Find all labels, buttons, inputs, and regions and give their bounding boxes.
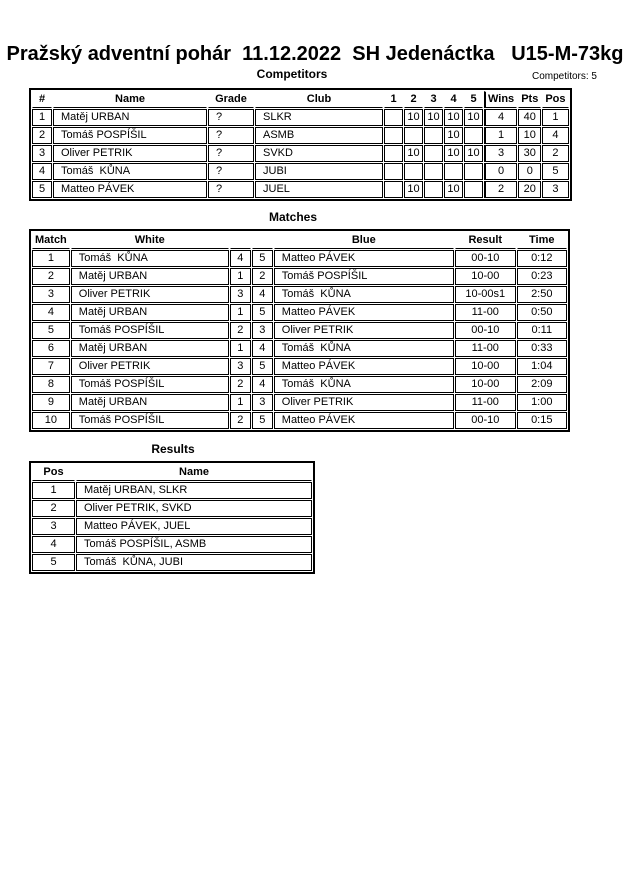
col-header-pos: Pos <box>32 464 75 481</box>
competitor-name: Oliver PETRIK <box>53 145 207 162</box>
score-vs-1 <box>384 109 403 126</box>
col-header-club: Club <box>255 91 383 108</box>
match-number: 10 <box>32 412 70 429</box>
white-name: Tomáš POSPÍŠIL <box>71 376 229 393</box>
white-competitor-num: 2 <box>230 412 251 429</box>
match-result: 10-00 <box>455 358 516 375</box>
table-row <box>32 163 569 180</box>
score-vs-4: 10 <box>444 145 463 162</box>
match-number: 6 <box>32 340 70 357</box>
competitor-pos: 4 <box>542 127 568 144</box>
result-pos: 1 <box>32 482 75 499</box>
competitor-club: JUBI <box>255 163 383 180</box>
competitors-count: Competitors: 5 <box>531 71 597 82</box>
table-row <box>32 127 569 144</box>
match-number: 5 <box>32 322 70 339</box>
page-title: Pražský adventní pohár 11.12.2022 SH Jedenáctka U15-M-73kg <box>6 43 624 65</box>
blue-name: Oliver PETRIK <box>274 394 454 411</box>
match-number: 8 <box>32 376 70 393</box>
col-header-number: # <box>32 91 52 108</box>
white-name: Tomáš POSPÍŠIL <box>71 322 229 339</box>
score-vs-4: 10 <box>444 109 463 126</box>
white-name: Matěj URBAN <box>71 268 229 285</box>
match-number: 7 <box>32 358 70 375</box>
table-row <box>32 394 567 411</box>
result-name: Tomáš KŮNA, JUBI <box>76 554 312 571</box>
white-competitor-num: 3 <box>230 358 251 375</box>
match-result: 10-00s1 <box>455 286 516 303</box>
white-name: Oliver PETRIK <box>71 286 229 303</box>
match-result: 10-00 <box>455 268 516 285</box>
col-header-result: Result <box>455 232 516 249</box>
match-number: 1 <box>32 250 70 267</box>
col-header-blue-num <box>252 232 273 249</box>
col-header-pos: Pos <box>542 91 568 108</box>
col-header-2: 2 <box>404 91 423 108</box>
table-row <box>32 181 569 198</box>
table-row <box>32 250 567 267</box>
competitor-grade: ? <box>208 181 254 198</box>
blue-competitor-num: 4 <box>252 340 273 357</box>
match-result: 00-10 <box>455 412 516 429</box>
match-time: 0:15 <box>517 412 567 429</box>
score-vs-4 <box>444 163 463 180</box>
score-vs-2: 10 <box>404 181 423 198</box>
match-time: 0:33 <box>517 340 567 357</box>
results-table <box>29 461 315 574</box>
white-competitor-num: 3 <box>230 286 251 303</box>
match-number: 2 <box>32 268 70 285</box>
table-row <box>32 322 567 339</box>
col-header-4: 4 <box>444 91 463 108</box>
blue-name: Matteo PÁVEK <box>274 358 454 375</box>
table-row <box>32 482 312 499</box>
competitor-grade: ? <box>208 127 254 144</box>
white-name: Tomáš POSPÍŠIL <box>71 412 229 429</box>
match-time: 2:09 <box>517 376 567 393</box>
table-row <box>32 268 567 285</box>
match-result: 10-00 <box>455 376 516 393</box>
blue-competitor-num: 5 <box>252 304 273 321</box>
table-row <box>32 500 312 517</box>
score-vs-2 <box>404 163 423 180</box>
white-competitor-num: 1 <box>230 340 251 357</box>
blue-competitor-num: 4 <box>252 376 273 393</box>
competitor-number: 4 <box>32 163 52 180</box>
match-time: 1:04 <box>517 358 567 375</box>
competitor-club: ASMB <box>255 127 383 144</box>
match-time: 1:00 <box>517 394 567 411</box>
blue-name: Tomáš KŮNA <box>274 286 454 303</box>
competitor-club: JUEL <box>255 181 383 198</box>
result-pos: 4 <box>32 536 75 553</box>
white-competitor-num: 1 <box>230 304 251 321</box>
col-header-wins: Wins <box>484 91 517 108</box>
score-vs-5: 10 <box>464 109 483 126</box>
blue-competitor-num: 2 <box>252 268 273 285</box>
score-vs-5: 10 <box>464 145 483 162</box>
score-vs-1 <box>384 145 403 162</box>
result-name: Tomáš POSPÍŠIL, ASMB <box>76 536 312 553</box>
competitors-header-row <box>32 91 569 108</box>
results-header-row <box>32 464 312 481</box>
result-name: Matteo PÁVEK, JUEL <box>76 518 312 535</box>
white-competitor-num: 4 <box>230 250 251 267</box>
score-vs-5 <box>464 181 483 198</box>
match-number: 4 <box>32 304 70 321</box>
blue-name: Matteo PÁVEK <box>274 304 454 321</box>
score-vs-2: 10 <box>404 145 423 162</box>
blue-name: Tomáš KŮNA <box>274 376 454 393</box>
result-name: Oliver PETRIK, SVKD <box>76 500 312 517</box>
table-row <box>32 286 567 303</box>
competitor-name: Tomáš POSPÍŠIL <box>53 127 207 144</box>
score-vs-3: 10 <box>424 109 443 126</box>
blue-name: Oliver PETRIK <box>274 322 454 339</box>
col-header-name: Name <box>53 91 207 108</box>
matches-section-label: Matches <box>268 210 318 224</box>
table-row <box>32 145 569 162</box>
competitor-pts: 10 <box>518 127 541 144</box>
col-header-white: White <box>71 232 229 249</box>
col-header-name: Name <box>76 464 312 481</box>
competitor-wins: 0 <box>484 163 517 180</box>
result-pos: 3 <box>32 518 75 535</box>
table-row <box>32 518 312 535</box>
score-vs-2: 10 <box>404 109 423 126</box>
match-result: 00-10 <box>455 250 516 267</box>
blue-name: Tomáš KŮNA <box>274 340 454 357</box>
score-vs-4: 10 <box>444 181 463 198</box>
blue-name: Matteo PÁVEK <box>274 412 454 429</box>
table-row <box>32 554 312 571</box>
blue-competitor-num: 3 <box>252 394 273 411</box>
score-vs-3 <box>424 127 443 144</box>
competitor-club: SVKD <box>255 145 383 162</box>
competitor-pts: 40 <box>518 109 541 126</box>
col-header-5: 5 <box>464 91 483 108</box>
competitor-grade: ? <box>208 109 254 126</box>
competitor-grade: ? <box>208 163 254 180</box>
match-time: 0:12 <box>517 250 567 267</box>
match-time: 0:50 <box>517 304 567 321</box>
col-header-3: 3 <box>424 91 443 108</box>
result-pos: 2 <box>32 500 75 517</box>
competitor-grade: ? <box>208 145 254 162</box>
competitor-pts: 20 <box>518 181 541 198</box>
competitor-wins: 2 <box>484 181 517 198</box>
competitor-pos: 5 <box>542 163 568 180</box>
match-result: 11-00 <box>455 340 516 357</box>
blue-name: Matteo PÁVEK <box>274 250 454 267</box>
competitor-pos: 2 <box>542 145 568 162</box>
score-vs-3 <box>424 163 443 180</box>
table-row <box>32 109 569 126</box>
competitors-section-label: Competitors <box>256 67 328 81</box>
col-header-grade: Grade <box>208 91 254 108</box>
white-name: Matěj URBAN <box>71 304 229 321</box>
match-result: 11-00 <box>455 304 516 321</box>
table-row <box>32 536 312 553</box>
table-row <box>32 376 567 393</box>
col-header-pts: Pts <box>518 91 541 108</box>
competitor-name: Matěj URBAN <box>53 109 207 126</box>
col-header-blue: Blue <box>274 232 454 249</box>
competitors-table <box>29 88 572 201</box>
score-vs-1 <box>384 163 403 180</box>
score-vs-1 <box>384 181 403 198</box>
white-name: Matěj URBAN <box>71 340 229 357</box>
col-header-time: Time <box>517 232 567 249</box>
white-name: Tomáš KŮNA <box>71 250 229 267</box>
white-name: Matěj URBAN <box>71 394 229 411</box>
match-time: 0:23 <box>517 268 567 285</box>
col-header-1: 1 <box>384 91 403 108</box>
blue-competitor-num: 5 <box>252 412 273 429</box>
blue-competitor-num: 5 <box>252 358 273 375</box>
result-name: Matěj URBAN, SLKR <box>76 482 312 499</box>
match-number: 3 <box>32 286 70 303</box>
match-result: 11-00 <box>455 394 516 411</box>
blue-competitor-num: 3 <box>252 322 273 339</box>
competitor-pos: 3 <box>542 181 568 198</box>
blue-competitor-num: 4 <box>252 286 273 303</box>
competitor-number: 5 <box>32 181 52 198</box>
competitor-number: 3 <box>32 145 52 162</box>
match-time: 2:50 <box>517 286 567 303</box>
match-result: 00-10 <box>455 322 516 339</box>
score-vs-3 <box>424 181 443 198</box>
score-vs-5 <box>464 127 483 144</box>
white-competitor-num: 1 <box>230 394 251 411</box>
blue-competitor-num: 5 <box>252 250 273 267</box>
competitor-pts: 0 <box>518 163 541 180</box>
score-vs-3 <box>424 145 443 162</box>
white-name: Oliver PETRIK <box>71 358 229 375</box>
table-row <box>32 304 567 321</box>
score-vs-2 <box>404 127 423 144</box>
competitor-name: Matteo PÁVEK <box>53 181 207 198</box>
competitor-pos: 1 <box>542 109 568 126</box>
competitor-wins: 1 <box>484 127 517 144</box>
white-competitor-num: 2 <box>230 322 251 339</box>
matches-table <box>29 229 570 432</box>
table-row <box>32 358 567 375</box>
competitor-pts: 30 <box>518 145 541 162</box>
col-header-white-num <box>230 232 251 249</box>
white-competitor-num: 2 <box>230 376 251 393</box>
matches-header-row <box>32 232 567 249</box>
match-time: 0:11 <box>517 322 567 339</box>
score-vs-5 <box>464 163 483 180</box>
score-vs-4: 10 <box>444 127 463 144</box>
results-section-label: Results <box>151 442 195 456</box>
competitor-number: 2 <box>32 127 52 144</box>
result-pos: 5 <box>32 554 75 571</box>
competitor-number: 1 <box>32 109 52 126</box>
table-row <box>32 340 567 357</box>
match-number: 9 <box>32 394 70 411</box>
blue-name: Tomáš POSPÍŠIL <box>274 268 454 285</box>
competitor-wins: 4 <box>484 109 517 126</box>
table-row <box>32 412 567 429</box>
competitor-name: Tomáš KŮNA <box>53 163 207 180</box>
score-vs-1 <box>384 127 403 144</box>
col-header-match: Match <box>32 232 70 249</box>
white-competitor-num: 1 <box>230 268 251 285</box>
competitor-club: SLKR <box>255 109 383 126</box>
competitor-wins: 3 <box>484 145 517 162</box>
